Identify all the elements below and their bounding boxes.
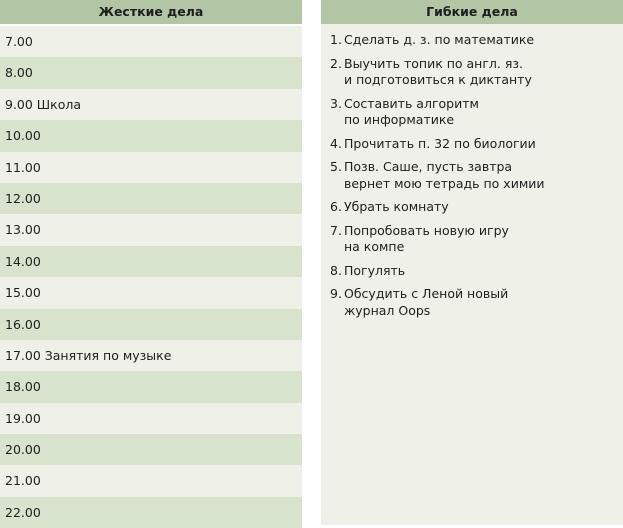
task-text: Выучить топик по англ. яз. и подготовиться к диктанту — [344, 55, 532, 87]
task-text: Составить алгоритм по информатике — [344, 95, 479, 127]
task-number: 1. — [330, 32, 342, 47]
time-slot: 19.00 — [0, 403, 302, 434]
flexible-tasks-panel — [321, 0, 623, 525]
flexible-task-item — [321, 159, 623, 192]
flexible-task-list — [321, 26, 623, 319]
flexible-task-item — [321, 223, 623, 256]
time-slot: 16.00 — [0, 309, 302, 340]
task-text: Сделать д. з. по математике — [344, 32, 535, 47]
flexible-task-item — [321, 32, 623, 49]
hard-tasks-panel — [0, 0, 302, 525]
task-text: Попробовать новую игру на компе — [344, 222, 509, 254]
task-text: Убрать комнату — [344, 199, 449, 214]
time-slot: 11.00 — [0, 152, 302, 183]
time-slot: 9.00 Школа — [0, 89, 302, 120]
time-slot: 22.00 — [0, 497, 302, 528]
flexible-tasks-header: Гибкие дела — [321, 0, 623, 24]
time-slot: 8.00 — [0, 57, 302, 88]
flexible-task-item — [321, 263, 623, 280]
task-text: Прочитать п. 32 по биологии — [344, 135, 536, 151]
time-slot: 17.00 Занятия по музыке — [0, 340, 302, 371]
time-slot: 13.00 — [0, 214, 302, 245]
task-number: 7. — [330, 222, 342, 238]
hard-tasks-header: Жесткие дела — [0, 0, 302, 24]
task-number: 3. — [330, 95, 342, 111]
task-number: 5. — [330, 159, 342, 174]
task-number: 2. — [330, 55, 342, 71]
task-number: 8. — [330, 262, 342, 278]
flexible-task-item — [321, 286, 623, 319]
time-slot: 14.00 — [0, 246, 302, 277]
task-text: Обсудить с Леной новый журнал Oops — [344, 286, 509, 318]
task-number: 4. — [330, 135, 342, 151]
time-slot: 21.00 — [0, 465, 302, 496]
time-slot: 10.00 — [0, 120, 302, 151]
task-text: Погулять — [344, 262, 406, 278]
time-slot: 12.00 — [0, 183, 302, 214]
flexible-task-item — [321, 199, 623, 216]
task-number: 6. — [330, 199, 342, 214]
flexible-task-item — [321, 96, 623, 129]
task-number: 9. — [330, 286, 342, 301]
time-slot: 15.00 — [0, 277, 302, 308]
flexible-task-item — [321, 56, 623, 89]
flexible-task-item — [321, 136, 623, 153]
task-text: Позв. Саше, пусть завтра вернет мою тетрадь по химии — [344, 159, 545, 191]
time-slot: 7.00 — [0, 26, 302, 57]
time-slot-list — [0, 26, 302, 528]
time-slot: 20.00 — [0, 434, 302, 465]
time-slot: 18.00 — [0, 371, 302, 402]
